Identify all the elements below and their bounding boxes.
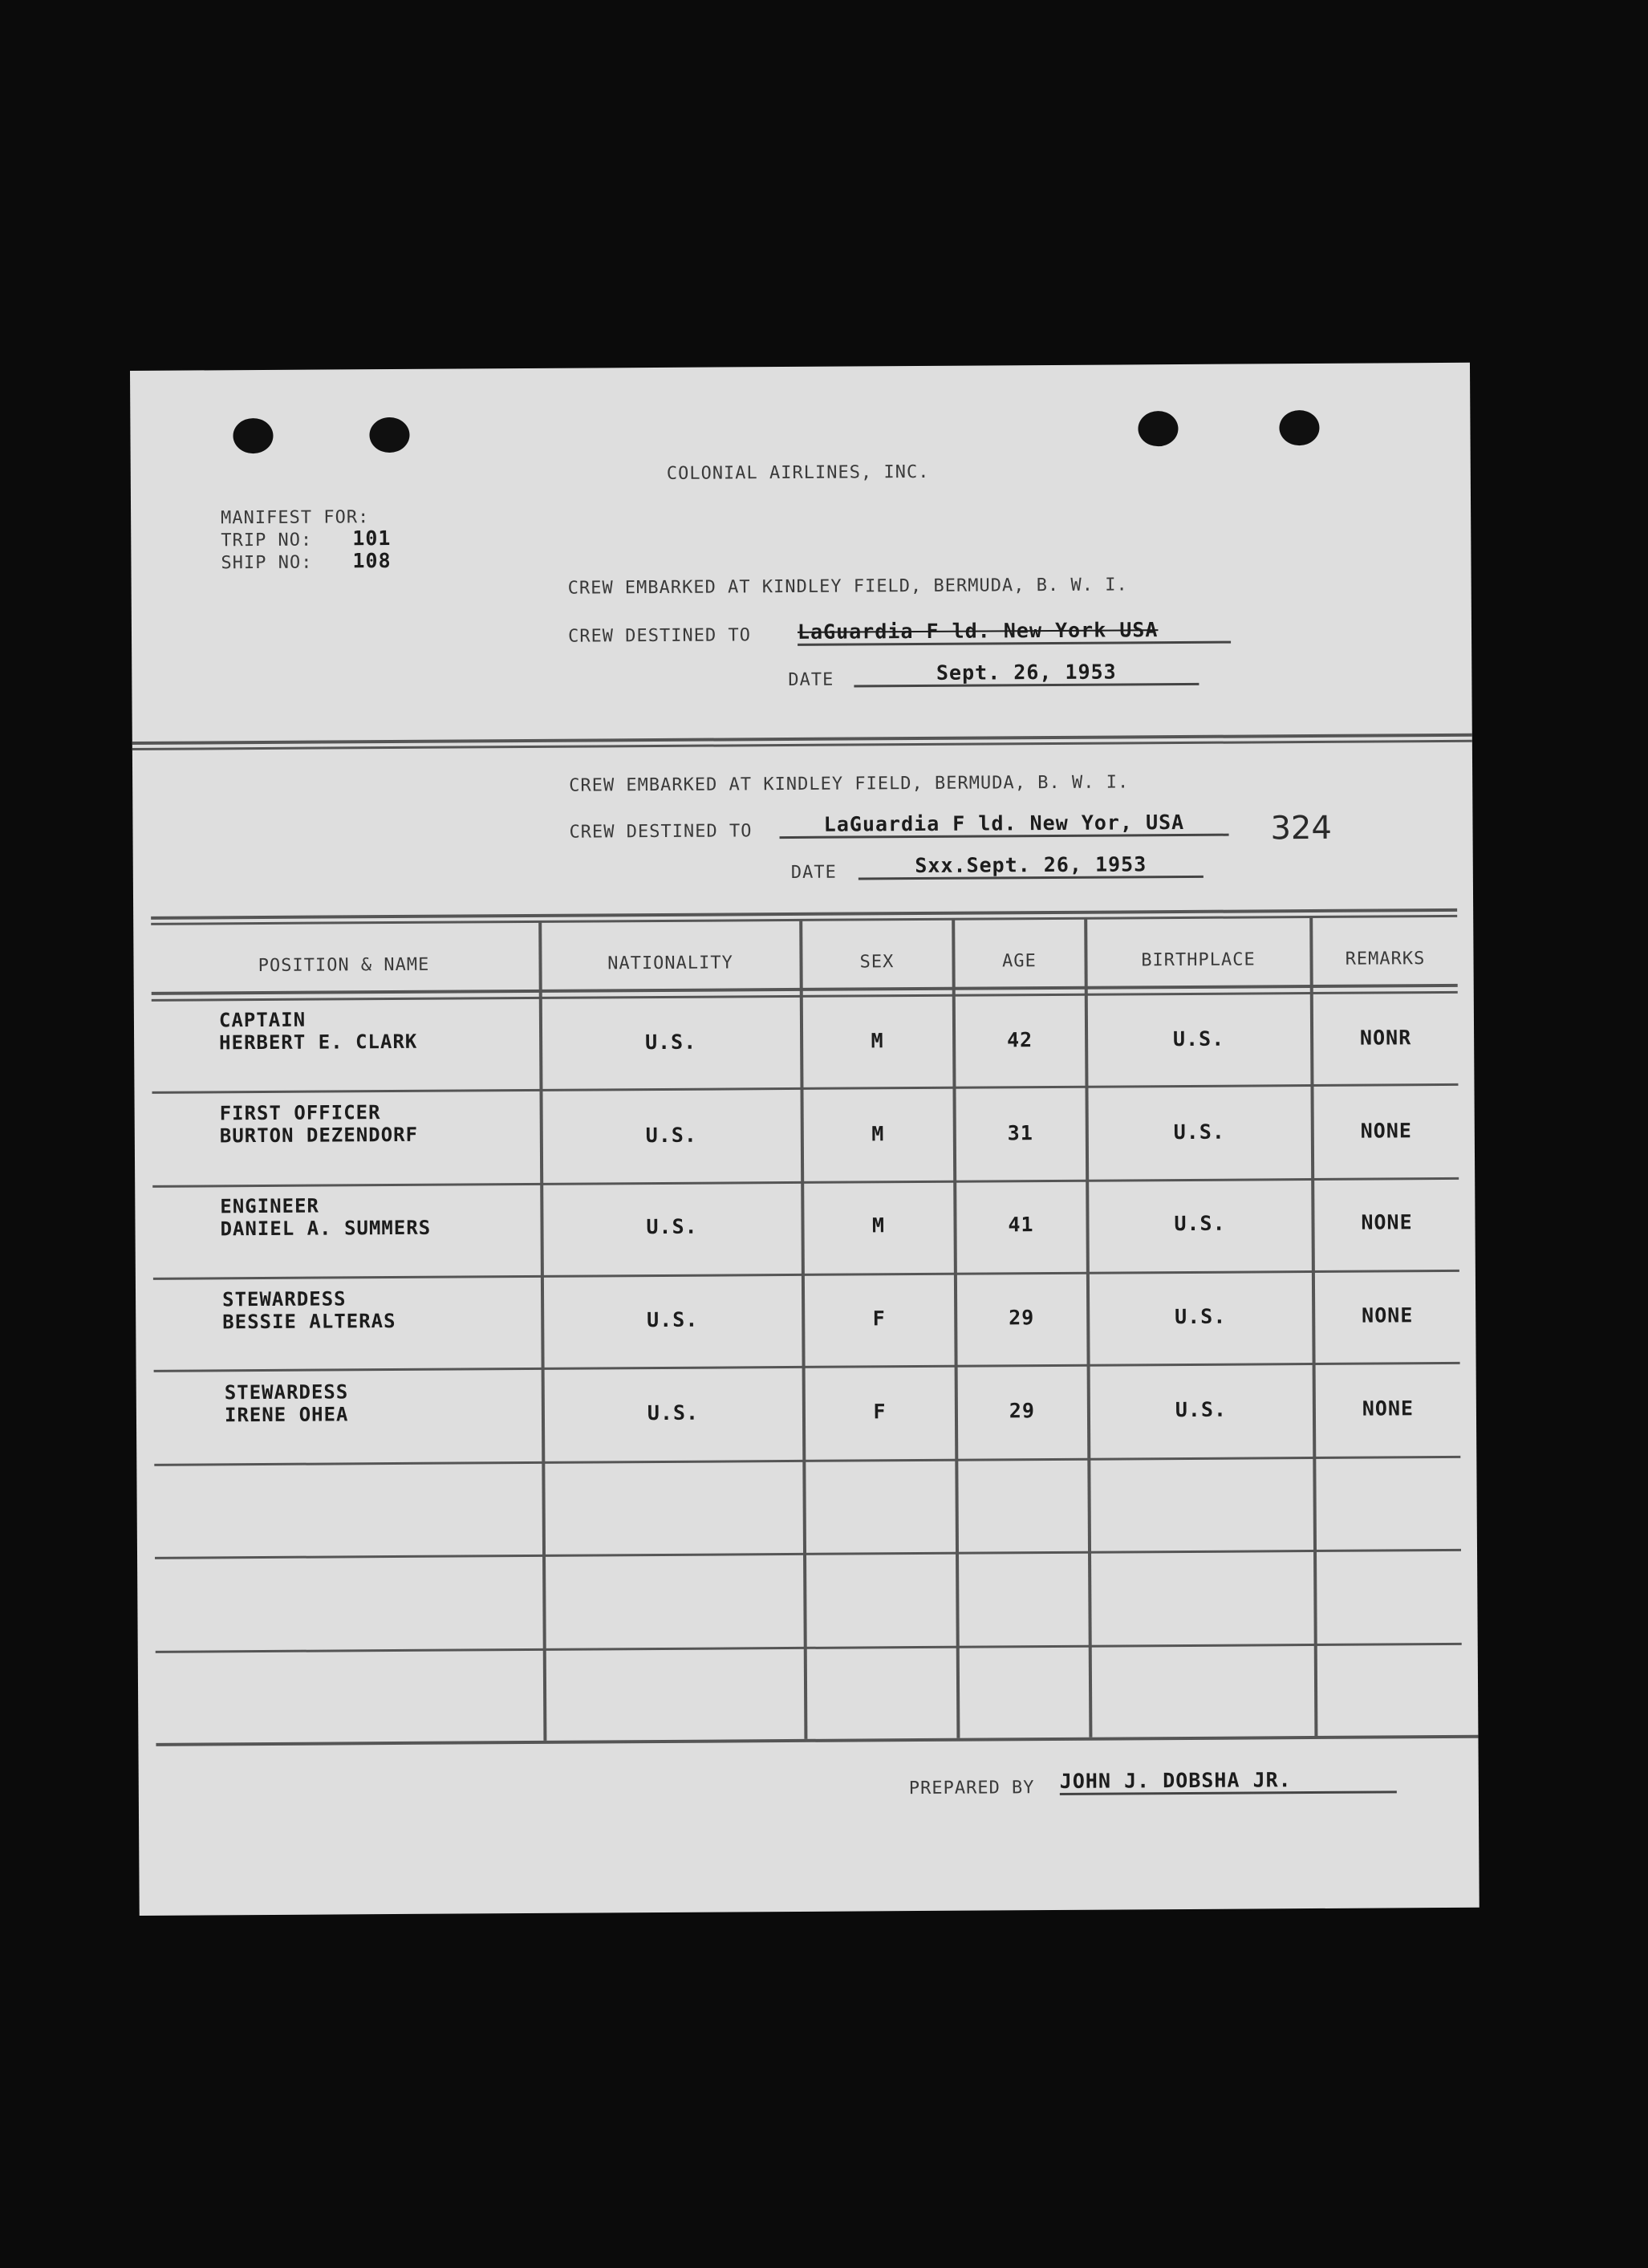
crew-age: 41 <box>1008 1213 1034 1237</box>
trip-label: TRIP NO: <box>221 530 313 551</box>
crew-age: 29 <box>1009 1399 1036 1423</box>
header-nationality: NATIONALITY <box>607 953 733 974</box>
manifest-for-label: MANIFEST FOR: <box>221 507 370 529</box>
table-bottom-line <box>156 1735 1478 1746</box>
stamp-number: 324 <box>1270 809 1333 847</box>
upper-destined-value: LaGuardia F ld. New York USA <box>798 618 1231 646</box>
crew-remarks: NONE <box>1362 1396 1415 1421</box>
ship-label: SHIP NO: <box>221 552 313 574</box>
punch-hole <box>233 418 273 453</box>
crew-birthplace: U.S. <box>1172 1026 1225 1051</box>
lower-date-value: Sxx.Sept. 26, 1953 <box>859 852 1204 880</box>
header-remarks: REMARKS <box>1345 949 1426 969</box>
crew-remarks: NONE <box>1362 1303 1414 1327</box>
crew-position: STEWARDESS <box>221 1287 347 1311</box>
crew-name: DANIEL A. SUMMERS <box>220 1216 432 1241</box>
crew-name: BURTON DEZENDORF <box>219 1123 419 1148</box>
punch-hole <box>369 417 409 453</box>
row-rule <box>154 1456 1460 1466</box>
prepared-by-value: JOHN J. DOBSHA JR. <box>1060 1767 1397 1795</box>
crew-nationality: U.S. <box>647 1307 699 1332</box>
crew-name: BESSIE ALTERAS <box>222 1309 396 1334</box>
crew-position: STEWARDESS <box>224 1380 349 1404</box>
upper-embarked: CREW EMBARKED AT KINDLEY FIELD, BERMUDA, B. W. I. <box>567 575 1128 599</box>
crew-remarks: NONR <box>1359 1026 1412 1050</box>
lower-destined-value: LaGuardia F ld. New Yor, USA <box>779 811 1228 839</box>
prepared-by-label: PREPARED BY <box>908 1778 1035 1799</box>
crew-name: HERBERT E. CLARK <box>219 1030 418 1055</box>
crew-nationality: U.S. <box>644 1030 697 1055</box>
crew-nationality: U.S. <box>645 1123 698 1148</box>
crew-sex: M <box>871 1213 886 1238</box>
crew-sex: M <box>871 1029 884 1053</box>
crew-birthplace: U.S. <box>1175 1397 1228 1422</box>
crew-position: ENGINEER <box>220 1194 320 1218</box>
company-name: COLONIAL AIRLINES, INC. <box>666 461 930 484</box>
crew-birthplace: U.S. <box>1174 1211 1226 1236</box>
lower-destined-label: CREW DESTINED TO <box>569 821 753 843</box>
manifest-sheet <box>130 363 1480 1916</box>
row-rule <box>156 1643 1462 1653</box>
row-rule <box>153 1270 1459 1280</box>
crew-age: 31 <box>1007 1121 1033 1145</box>
crew-remarks: NONE <box>1361 1210 1413 1234</box>
row-rule <box>154 1362 1460 1372</box>
header-age: AGE <box>1002 951 1037 972</box>
crew-remarks: NONE <box>1360 1119 1413 1143</box>
crew-sex: F <box>873 1400 887 1424</box>
crew-name: IRENE OHEA <box>224 1403 349 1427</box>
header-position-name: POSITION & NAME <box>258 954 430 977</box>
header-birthplace: BIRTHPLACE <box>1141 949 1256 971</box>
crew-sex: M <box>871 1122 885 1146</box>
crew-age: 29 <box>1009 1306 1035 1330</box>
ship-number: 108 <box>352 549 392 573</box>
crew-nationality: U.S. <box>646 1214 698 1239</box>
trip-number: 101 <box>352 526 392 551</box>
crew-sex: F <box>872 1307 886 1331</box>
crew-position: CAPTAIN <box>218 1008 306 1032</box>
punch-hole <box>1138 411 1178 446</box>
crew-nationality: U.S. <box>647 1400 700 1425</box>
upper-date-value: Sept. 26, 1953 <box>854 660 1199 688</box>
row-rule <box>155 1549 1461 1559</box>
lower-date-label: DATE <box>790 862 837 883</box>
crew-birthplace: U.S. <box>1175 1304 1227 1329</box>
lower-embarked: CREW EMBARKED AT KINDLEY FIELD, BERMUDA, B. W. I. <box>569 772 1130 796</box>
crew-birthplace: U.S. <box>1173 1120 1226 1144</box>
upper-date-label: DATE <box>788 669 834 690</box>
punch-hole <box>1279 410 1319 445</box>
header-sex: SEX <box>859 952 895 973</box>
row-rule <box>152 1083 1458 1094</box>
crew-position: FIRST OFFICER <box>219 1101 381 1125</box>
crew-age: 42 <box>1006 1028 1033 1052</box>
row-rule <box>152 1177 1459 1188</box>
upper-destined-label: CREW DESTINED TO <box>567 625 752 647</box>
